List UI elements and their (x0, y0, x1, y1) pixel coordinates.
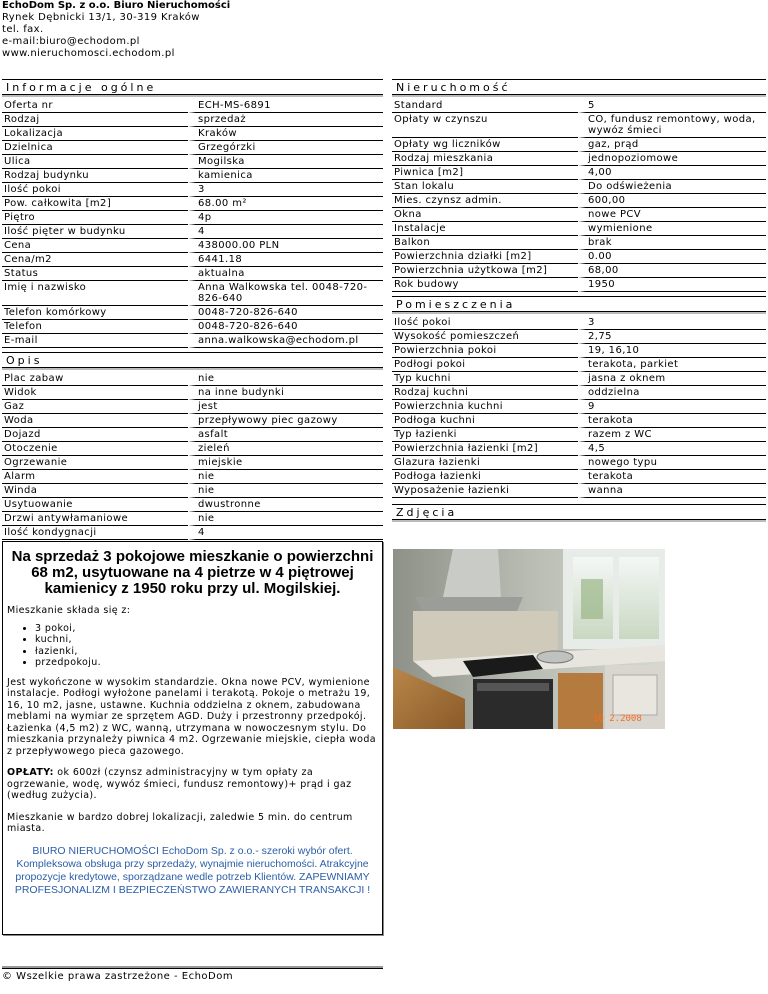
row-value: terakota, parkiet (578, 358, 766, 372)
table-row (2, 484, 383, 498)
row-value: aktualna (188, 267, 383, 281)
row-value: 68.00 m² (188, 197, 383, 211)
agency-address: Rynek Dębnicki 13/1, 30-319 Kraków (2, 12, 200, 23)
row-label: Woda (2, 414, 188, 428)
row-label: Standard (392, 99, 578, 113)
row-label: Ulica (2, 155, 188, 169)
row-label: Opłaty w czynszu (392, 113, 578, 138)
table-row (2, 372, 383, 386)
table-row (392, 264, 766, 278)
row-label: Opłaty wg liczników (392, 138, 578, 152)
row-value: gaz, prąd (578, 138, 766, 152)
table-row (392, 152, 766, 166)
table-row (2, 225, 383, 239)
row-label: Podłogi pokoi (392, 358, 578, 372)
agency-website[interactable]: www.nieruchomosci.echodom.pl (2, 48, 175, 59)
table-row (2, 512, 383, 526)
table-row (392, 194, 766, 208)
row-value: terakota (578, 470, 766, 484)
table-row (392, 278, 766, 292)
table-row (2, 400, 383, 414)
description-box (2, 541, 383, 935)
row-value: 1950 (578, 278, 766, 292)
row-label: Widok (2, 386, 188, 400)
row-label: Dzielnica (2, 141, 188, 155)
table-row (2, 414, 383, 428)
description-list (7, 623, 378, 669)
kitchen-photo[interactable] (393, 549, 665, 729)
agency-header (2, 0, 230, 60)
table-row (392, 208, 766, 222)
row-value[interactable]: anna.walkowska@echodom.pl (188, 334, 383, 348)
table-row (392, 414, 766, 428)
row-value: na inne budynki (188, 386, 383, 400)
row-label: Otoczenie (2, 442, 188, 456)
table-row (392, 316, 766, 330)
row-value: dwustronne (188, 498, 383, 512)
row-value: 68,00 (578, 264, 766, 278)
row-value: 3 (578, 316, 766, 330)
row-label: Wyposażenie łazienki (392, 484, 578, 498)
row-value: jasna z oknem (578, 372, 766, 386)
row-value: 19, 16,10 (578, 344, 766, 358)
row-label: Alarm (2, 470, 188, 484)
table-row (2, 141, 383, 155)
description-intro: Mieszkanie składa się z: (7, 605, 131, 616)
row-label: Glazura łazienki (392, 456, 578, 470)
row-value: nie (188, 484, 383, 498)
row-label: Dojazd (2, 428, 188, 442)
row-label: Status (2, 267, 188, 281)
table-row (2, 99, 383, 113)
row-value: nowe PCV (578, 208, 766, 222)
table-row (392, 358, 766, 372)
row-label: Rodzaj (2, 113, 188, 127)
section-heading-property: Nieruchomość (392, 79, 766, 95)
row-label: Gaz (2, 400, 188, 414)
agency-tel: tel. fax. (2, 24, 44, 35)
row-value: nie (188, 470, 383, 484)
table-row (392, 372, 766, 386)
row-value: jest (188, 400, 383, 414)
table-row (392, 344, 766, 358)
row-label: Powierzchnia łazienki [m2] (392, 442, 578, 456)
table-row (392, 428, 766, 442)
row-label: Rodzaj mieszkania (392, 152, 578, 166)
row-label: Plac zabaw (2, 372, 188, 386)
table-row (392, 113, 766, 138)
row-value: 600,00 (578, 194, 766, 208)
table-row (2, 526, 383, 540)
row-value: terakota (578, 414, 766, 428)
row-value: miejskie (188, 456, 383, 470)
row-value: kamienica (188, 169, 383, 183)
row-value: 3 (188, 183, 383, 197)
rooms-table (392, 316, 766, 498)
general-info-table (2, 99, 383, 348)
table-row (392, 166, 766, 180)
table-row (2, 334, 383, 348)
row-label: Rodzaj budynku (2, 169, 188, 183)
table-row (392, 386, 766, 400)
row-value: 0048-720-826-640 (188, 320, 383, 334)
row-value: Mogilska (188, 155, 383, 169)
property-table (392, 99, 766, 292)
table-row (2, 456, 383, 470)
table-row (2, 127, 383, 141)
row-label: Telefon komórkowy (2, 306, 188, 320)
footer-copyright: © Wszelkie prawa zastrzeżone - EchoDom (2, 968, 383, 982)
agency-email[interactable]: e-mail:biuro@echodom.pl (2, 36, 140, 47)
row-label: Ogrzewanie (2, 456, 188, 470)
row-value: Anna Walkowska tel. 0048-720-826-640 (188, 281, 383, 306)
row-label: Stan lokalu (392, 180, 578, 194)
table-row (2, 239, 383, 253)
section-heading-opis: Opis (2, 352, 383, 368)
row-label: Ilość pokoi (392, 316, 578, 330)
description-text (3, 605, 382, 835)
row-value: nowego typu (578, 456, 766, 470)
opis-table (2, 372, 383, 540)
row-label: E-mail (2, 334, 188, 348)
table-row (392, 99, 766, 113)
table-row (2, 197, 383, 211)
table-row (2, 442, 383, 456)
row-label: Mies. czynsz admin. (392, 194, 578, 208)
table-row (392, 222, 766, 236)
offer-title: Na sprzedaż 3 pokojowe mieszkanie o powierzchni 68 m2, usytuowane na 4 pietrze w 4 piętrowej kamienicy z 1950 roku przy ul. Mogilskiej. (11, 548, 374, 597)
row-value: 4 (188, 526, 383, 540)
row-label: Telefon (2, 320, 188, 334)
row-value: ECH-MS-6891 (188, 99, 383, 113)
table-row (2, 211, 383, 225)
row-value: wymienione (578, 222, 766, 236)
row-value: 0048-720-826-640 (188, 306, 383, 320)
row-label: Podłoga łazienki (392, 470, 578, 484)
row-label: Okna (392, 208, 578, 222)
table-row (2, 281, 383, 306)
table-row (392, 236, 766, 250)
table-row (2, 183, 383, 197)
photo-date-stamp: 10 2.2008 (593, 714, 642, 724)
table-row (392, 456, 766, 470)
row-label: Powierzchnia pokoi (392, 344, 578, 358)
row-value: nie (188, 512, 383, 526)
row-label: Typ łazienki (392, 428, 578, 442)
table-row (392, 250, 766, 264)
left-column (2, 79, 383, 935)
list-item: • kuchni, (35, 634, 378, 646)
table-row (392, 138, 766, 152)
right-column (392, 79, 766, 520)
row-value: sprzedaż (188, 113, 383, 127)
row-label: Cena/m2 (2, 253, 188, 267)
table-row (392, 442, 766, 456)
row-label: Piętro (2, 211, 188, 225)
row-value: 0.00 (578, 250, 766, 264)
row-label: Winda (2, 484, 188, 498)
location-paragraph: Mieszkanie w bardzo dobrej lokalizacji, zaledwie 5 min. do centrum miasta. (7, 811, 353, 834)
table-row (2, 470, 383, 484)
table-row (392, 484, 766, 498)
row-value: wanna (578, 484, 766, 498)
row-value: 9 (578, 400, 766, 414)
row-value: oddzielna (578, 386, 766, 400)
row-value: 2,75 (578, 330, 766, 344)
fees-label: OPŁATY: (7, 767, 54, 778)
table-row (2, 498, 383, 512)
row-value: Kraków (188, 127, 383, 141)
row-value: CO, fundusz remontowy, woda, wywóz śmieci (578, 113, 766, 138)
row-value: Grzegórzki (188, 141, 383, 155)
row-label: Instalacje (392, 222, 578, 236)
table-row (392, 400, 766, 414)
row-label: Lokalizacja (2, 127, 188, 141)
list-item: • łazienki, (35, 646, 378, 658)
list-item: • 3 pokoi, (35, 623, 378, 635)
row-value: 438000.00 PLN (188, 239, 383, 253)
table-row (2, 253, 383, 267)
table-row (2, 320, 383, 334)
row-label: Cena (2, 239, 188, 253)
row-value: 4,5 (578, 442, 766, 456)
row-value: przepływowy piec gazowy (188, 414, 383, 428)
section-heading-rooms: Pomieszczenia (392, 296, 766, 312)
table-row (2, 428, 383, 442)
row-value: razem z WC (578, 428, 766, 442)
table-row (2, 113, 383, 127)
table-row (392, 330, 766, 344)
list-item: • przedpokoju. (35, 657, 378, 669)
table-row (2, 306, 383, 320)
row-label: Powierzchnia działki [m2] (392, 250, 578, 264)
row-value: zieleń (188, 442, 383, 456)
row-label: Oferta nr (2, 99, 188, 113)
row-label: Rok budowy (392, 278, 578, 292)
row-label: Ilość pokoi (2, 183, 188, 197)
row-label: Typ kuchni (392, 372, 578, 386)
table-row (2, 155, 383, 169)
row-value: jednopoziomowe (578, 152, 766, 166)
kitchen-photo-image (393, 549, 665, 729)
row-label: Ilość pięter w budynku (2, 225, 188, 239)
row-label: Balkon (392, 236, 578, 250)
row-label: Drzwi antywłamaniowe (2, 512, 188, 526)
row-value: 4p (188, 211, 383, 225)
row-value: 4,00 (578, 166, 766, 180)
row-label: Piwnica [m2] (392, 166, 578, 180)
row-label: Rodzaj kuchni (392, 386, 578, 400)
table-row (392, 180, 766, 194)
row-label: Powierzchnia użytkowa [m2] (392, 264, 578, 278)
row-label: Imię i nazwisko (2, 281, 188, 306)
row-label: Ilość kondygnacji (2, 526, 188, 540)
agency-advert: BIURO NIERUCHOMOŚCI EchoDom Sp. z o.o.- szeroki wybór ofert. Kompleksowa obsługa przy sprzedaży, wynajmie nieruchomości. Atrakcyjne propozycje kredytowe, sporządzane wedle potrzeb Klientów. ZAPEWNIAMY PROFESJONALIZM I BEZPIECZEŃSTWO ZAWIERANYCH TRANSAKCJI ! (14, 844, 371, 896)
table-row (2, 169, 383, 183)
row-label: Powierzchnia kuchni (392, 400, 578, 414)
row-label: Pow. całkowita [m2] (2, 197, 188, 211)
section-heading-photos: Zdjęcia (392, 504, 766, 520)
row-value: brak (578, 236, 766, 250)
description-paragraph: Jest wykończone w wysokim standardzie. Okna nowe PCV, wymienione instalacje. Podłogi wyłożone panelami i terakotą. Pokoje o metrażu 19, 16, 10 m2, jasne, ustawne. Kuchnia oddzielna z oknem, zabudowana meblami na wymiar ze sprzętem AGD. Duży i przestronny przedpokój. Łazienka (4,5 m2) z WC, wanną, utrzymana w nowoczesnym stylu. Do mieszkania przynależy piwnica 4 m2. Ogrzewanie miejskie, ciepła woda z przepływowego pieca gazowego. (7, 676, 377, 757)
row-label: Usytuowanie (2, 498, 188, 512)
section-heading-general: Informacje ogólne (2, 79, 383, 95)
table-row (2, 386, 383, 400)
agency-name: EchoDom Sp. z o.o. Biuro Nieruchomości (2, 0, 231, 11)
table-row (2, 267, 383, 281)
row-value: 5 (578, 99, 766, 113)
row-label: Wysokość pomieszczeń (392, 330, 578, 344)
row-value: Do odświeżenia (578, 180, 766, 194)
table-row (392, 470, 766, 484)
row-value: 4 (188, 225, 383, 239)
row-value: asfalt (188, 428, 383, 442)
row-value: 6441.18 (188, 253, 383, 267)
row-value: nie (188, 372, 383, 386)
fees-text: ok 600zł (czynsz administracyjny w tym opłaty za ogrzewanie, wodę, wywóz śmieci, fundusz remontowy)+ prąd i gaz (według zużycia). (7, 767, 352, 801)
row-label: Podłoga kuchni (392, 414, 578, 428)
fees-paragraph (7, 767, 378, 802)
